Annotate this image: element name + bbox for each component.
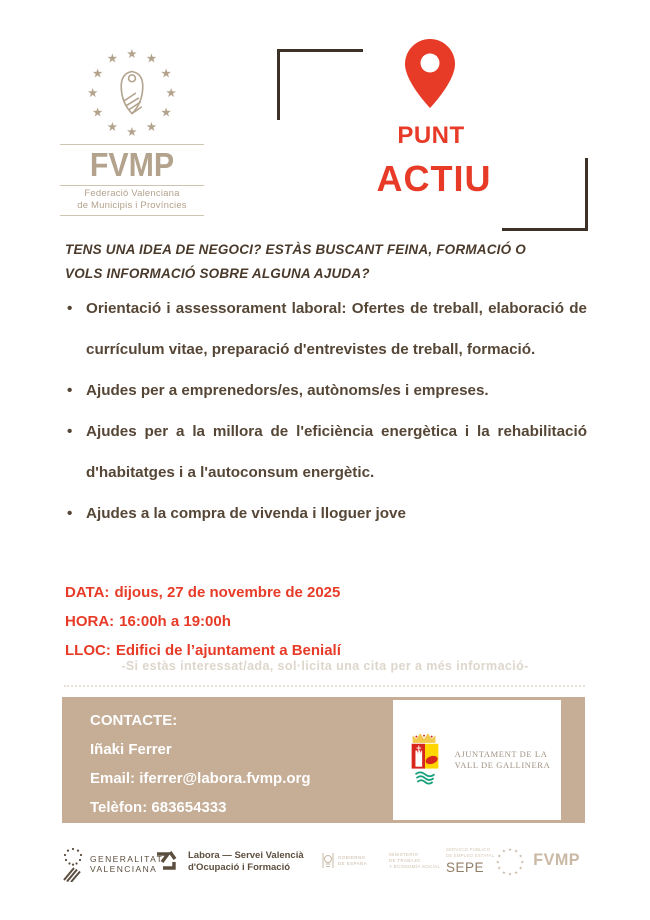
eu-star: ★ (497, 853, 502, 859)
punt-title: PUNT (397, 122, 465, 149)
eu-star: ★ (126, 46, 138, 61)
email-label: Email: (90, 770, 136, 787)
labora-icon (153, 848, 180, 875)
ministerio-label-line1: MINISTERIO (389, 852, 419, 857)
gobierno-coat-of-arms-icon (321, 851, 335, 870)
ajuntament-logo-card (393, 700, 561, 820)
eu-star: ★ (507, 847, 513, 853)
detail-label: LLOC: (65, 642, 111, 659)
eu-star: ★ (160, 65, 172, 81)
detail-label: DATA: (65, 584, 110, 601)
dotted-divider (64, 685, 585, 687)
contact-email-row (90, 764, 311, 793)
detail-value: Edifici de l’ajuntament a Benialí (115, 642, 341, 659)
eu-star: ★ (520, 859, 525, 865)
eu-star: ★ (160, 104, 172, 120)
ajuntament-label-line2: VALL DE GALLINERA (454, 760, 551, 770)
fvmp-subtitle-line1: Federació Valenciana (84, 188, 180, 199)
generalitat-label-line2: VALENCIANA (90, 864, 158, 874)
eu-star: ★ (518, 865, 523, 871)
eu-star: ★ (165, 84, 177, 100)
generalitat-crest-icon (62, 846, 84, 882)
phone-label: Telèfon: (90, 799, 148, 816)
appointment-note: -Si estàs interessat/ada, sol·licita una cita per a més informació- (121, 659, 529, 673)
sepe-label-line2: DE EMPLEO ESTATAL (446, 852, 495, 858)
eu-star: ★ (497, 865, 502, 871)
fvmp-wordmark: FVMP (89, 146, 175, 183)
contact-name: Iñaki Ferrer (90, 741, 172, 758)
fvmp-logo (60, 46, 204, 216)
eu-star: ★ (92, 104, 104, 120)
detail-label: HORA: (65, 613, 115, 630)
email-value: iferrer@labora.fvmp.org (139, 770, 311, 787)
list-item: • Ajudes per a la millora de l'eficiència energètica i la rehabilitació d'habitatges i a l'autoconsum energètic. (65, 411, 587, 493)
ministerio-label-line3: Y ECONOMÍA SOCIAL (389, 864, 441, 869)
eu-star: ★ (518, 853, 523, 859)
labora-logo (153, 848, 304, 875)
eu-star: ★ (106, 119, 119, 135)
generalitat-label-line1: GENERALITAT (90, 853, 164, 864)
phone-value: 683654333 (151, 799, 227, 816)
labora-label-line2: d'Ocupació i Formació (188, 861, 291, 873)
ministerio-trabajo-logo (389, 852, 440, 870)
list-item: • Ajudes per a emprenedors/es, autònoms/es i empreses. (65, 370, 587, 411)
eu-stars-crest-icon (74, 46, 190, 140)
eu-star: ★ (126, 124, 138, 140)
gobierno-label-line1: GOBIERNO (338, 854, 366, 860)
corner-bracket-top-left (277, 49, 363, 120)
eu-star: ★ (87, 84, 99, 100)
actiu-title: ACTIU (376, 158, 492, 199)
ajuntament-label-line1: AJUNTAMENT DE LA (454, 749, 548, 759)
eu-star: ★ (106, 50, 119, 66)
contact-phone-row (90, 793, 311, 822)
location-pin-icon (404, 37, 456, 111)
detail-value: dijous, 27 de novembre de 2025 (114, 584, 341, 601)
sepe-wordmark: SEPE (446, 860, 485, 875)
detail-value: 16:00h a 19:00h (119, 613, 231, 630)
eu-star: ★ (495, 859, 500, 865)
detail-date (65, 578, 341, 607)
labora-label-line1: Labora — Servei Valencià (188, 850, 304, 861)
eu-star: ★ (514, 848, 519, 854)
gobierno-espana-logo (321, 851, 367, 870)
event-details (65, 578, 341, 665)
eu-star: ★ (514, 870, 519, 876)
gobierno-label-line2: DE ESPAÑA (338, 860, 368, 866)
sepe-logo (446, 847, 494, 875)
intro-headline: TENS UNA IDEA DE NEGOCI? ESTÀS BUSCANT FEINA, FORMACIÓ O VOLS INFORMACIÓ SOBRE ALGUNA AJUDA? (65, 242, 526, 281)
fvmp-footer-wordmark: FVMP (533, 850, 581, 869)
services-list (65, 288, 587, 534)
contact-title: CONTACTE: (90, 712, 178, 729)
eu-star: ★ (501, 870, 506, 876)
eu-star: ★ (145, 50, 158, 66)
fvmp-subtitle-line2: de Municipis i Províncies (77, 200, 187, 211)
list-item: • Orientació i assessorament laboral: Ofertes de treball, elaboració de currículum vitae, preparació d'entrevistes de treball, formació. (65, 288, 587, 370)
generalitat-valenciana-logo (62, 846, 163, 882)
sepe-label-line1: SERVICIO PÚBLICO (446, 847, 491, 852)
eu-star: ★ (501, 848, 506, 854)
vall-de-gallinera-coat-of-arms-icon (404, 730, 446, 790)
eu-star: ★ (92, 65, 104, 81)
eu-stars-icon (493, 845, 527, 879)
valencia-crest-icon (121, 71, 143, 113)
list-item: • Ajudes a la compra de vivenda i lloguer jove (65, 493, 587, 534)
eu-star: ★ (145, 119, 158, 135)
eu-star: ★ (507, 871, 513, 877)
contact-box (62, 697, 585, 823)
detail-time (65, 607, 341, 636)
ministerio-label-line2: DE TRABAJO (389, 858, 421, 863)
